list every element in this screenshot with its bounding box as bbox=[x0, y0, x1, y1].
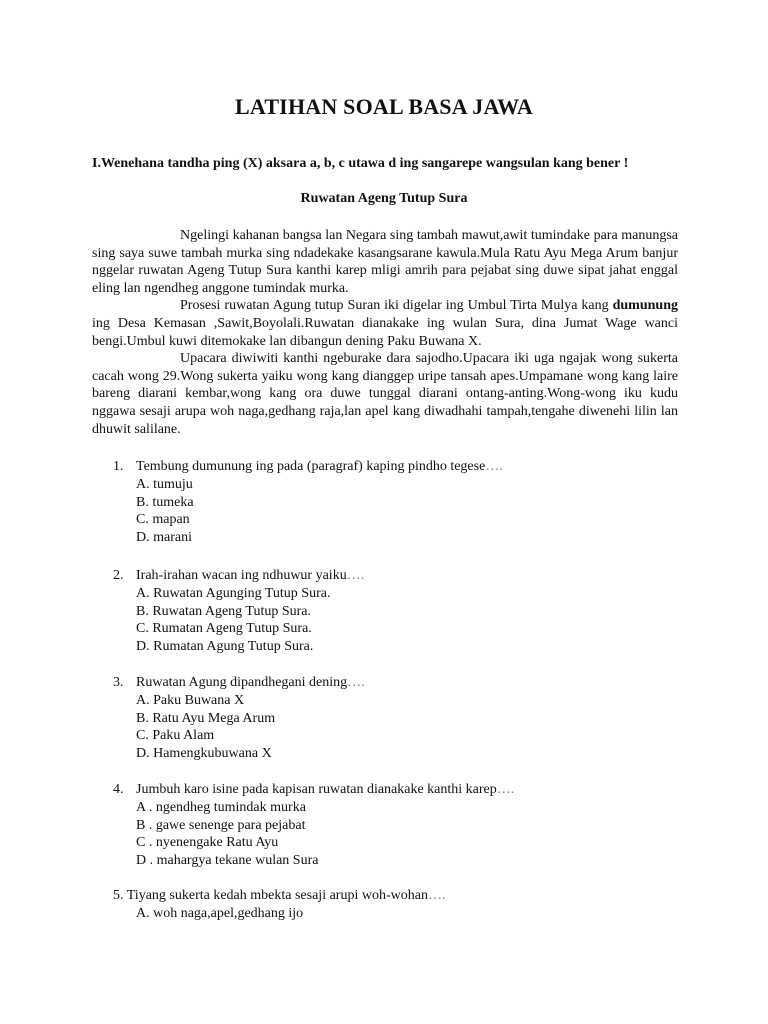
question-dots: …. bbox=[496, 782, 515, 797]
question-dots: …. bbox=[346, 568, 365, 583]
answer-options bbox=[113, 799, 514, 870]
question-stem bbox=[113, 567, 364, 585]
answer-option-a[interactable]: A. tumuju bbox=[136, 476, 193, 492]
paragraph-2-text-start: Prosesi ruwatan Agung tutup Suran iki digelar ing Umbul Tirta Mulya kang bbox=[180, 298, 609, 314]
answer-options bbox=[113, 905, 445, 923]
question-5 bbox=[113, 887, 445, 923]
answer-options bbox=[113, 692, 365, 763]
question-stem bbox=[113, 781, 514, 799]
answer-option-b[interactable]: B. tumeka bbox=[136, 494, 194, 510]
question-4 bbox=[113, 781, 514, 870]
answer-options bbox=[113, 476, 503, 547]
answer-option-a[interactable]: A. Paku Buwana X bbox=[136, 692, 245, 708]
question-text: Tembung dumunung ing pada (paragraf) kaping pindho tegese bbox=[136, 459, 486, 474]
question-number: 4. bbox=[113, 782, 124, 797]
question-dots: …. bbox=[485, 459, 503, 474]
answer-option-c[interactable]: C. mapan bbox=[136, 512, 190, 528]
answer-option-a[interactable]: A . ngendheg tumindak murka bbox=[136, 799, 306, 815]
answer-option-b[interactable]: B. Ratu Ayu Mega Arum bbox=[136, 710, 276, 726]
question-number: 5. bbox=[113, 888, 124, 903]
paragraph-2 bbox=[92, 297, 678, 350]
instruction: I.Wenehana tandha ping (X) aksara a, b, c utawa d ing sangarepe wangsulan kang bener ! bbox=[92, 156, 629, 171]
question-dots: …. bbox=[427, 888, 446, 903]
answer-option-d[interactable]: D. Hamengkubuwana X bbox=[136, 746, 272, 762]
answer-option-c[interactable]: C. Rumatan Ageng Tutup Sura. bbox=[136, 621, 312, 637]
answer-option-d[interactable]: D. marani bbox=[136, 530, 192, 546]
passage-title: Ruwatan Ageng Tutup Sura bbox=[300, 191, 468, 206]
answer-option-b[interactable]: B . gawe senenge para pejabat bbox=[136, 817, 306, 833]
paragraph-2-bold-word: dumunung bbox=[612, 298, 678, 314]
answer-option-a[interactable]: A. woh naga,apel,gedhang ijo bbox=[136, 905, 304, 921]
question-3 bbox=[113, 674, 365, 763]
answer-option-c[interactable]: C . nyenengake Ratu Ayu bbox=[136, 835, 279, 851]
answer-options bbox=[113, 585, 364, 656]
paragraph-2-text-end: ing Desa Kemasan ,Sawit,Boyolali.Ruwatan dianakake ing wulan Sura, dina Jumat Wage wanci bengi.Umbul kuwi ditemokake lan dibangun dening Paku Buwana X. bbox=[92, 315, 678, 349]
question-stem bbox=[113, 674, 365, 692]
reading-passage bbox=[92, 227, 678, 438]
question-number: 3. bbox=[113, 675, 124, 690]
question-stem bbox=[113, 887, 445, 905]
answer-option-b[interactable]: B. Ruwatan Ageng Tutup Sura. bbox=[136, 603, 312, 619]
paragraph-1: Ngelingi kahanan bangsa lan Negara sing tambah mawut,awit tumindake para manungsa sing saya suwe tambah murka sing ndadekake kasangsarane kawula.Mula Ratu Ayu Mega Arum banjur nggelar ruwatan Ageng Tutup Sura kanthi karep mligi amrih para pejabat sing duwe sipat jahat enggal eling lan ngendheg anggone tumindak murka. bbox=[92, 228, 678, 296]
question-text: Irah-irahan wacan ing ndhuwur yaiku bbox=[136, 568, 347, 583]
answer-option-a[interactable]: A. Ruwatan Agunging Tutup Sura. bbox=[136, 585, 331, 601]
answer-option-c[interactable]: C. Paku Alam bbox=[136, 728, 215, 744]
paragraph-3: Upacara diwiwiti kanthi ngeburake dara sajodho.Upacara iki uga ngajak wong sukerta cacah wong 29.Wong sukerta yaiku wong kang dianggep uripe tansah apes.Umpamane wong kang laire bareng diarani kembar,wong kang ora duwe tunggal diarani ontang-anting.Wong-wong iku kudu nggawa sesaji arupa woh naga,gedhang raja,lan apel kang diwadhahi tampah,tengahe diwenehi lilin lan dhuwit salilane. bbox=[92, 351, 678, 437]
question-text: Tiyang sukerta kedah mbekta sesaji arupi woh-wohan bbox=[126, 888, 428, 903]
question-text: Ruwatan Agung dipandhegani dening bbox=[136, 675, 348, 690]
page-title: LATIHAN SOAL BASA JAWA bbox=[234, 94, 534, 119]
question-dots: …. bbox=[347, 675, 365, 690]
question-number: 1. bbox=[113, 459, 124, 474]
answer-option-d[interactable]: D. Rumatan Agung Tutup Sura. bbox=[136, 639, 314, 655]
question-number: 2. bbox=[113, 568, 124, 583]
answer-option-d[interactable]: D . mahargya tekane wulan Sura bbox=[136, 853, 319, 869]
question-1 bbox=[113, 458, 503, 547]
question-stem bbox=[113, 458, 503, 476]
question-2 bbox=[113, 567, 364, 656]
question-text: Jumbuh karo isine pada kapisan ruwatan dianakake kanthi karep bbox=[136, 782, 497, 797]
